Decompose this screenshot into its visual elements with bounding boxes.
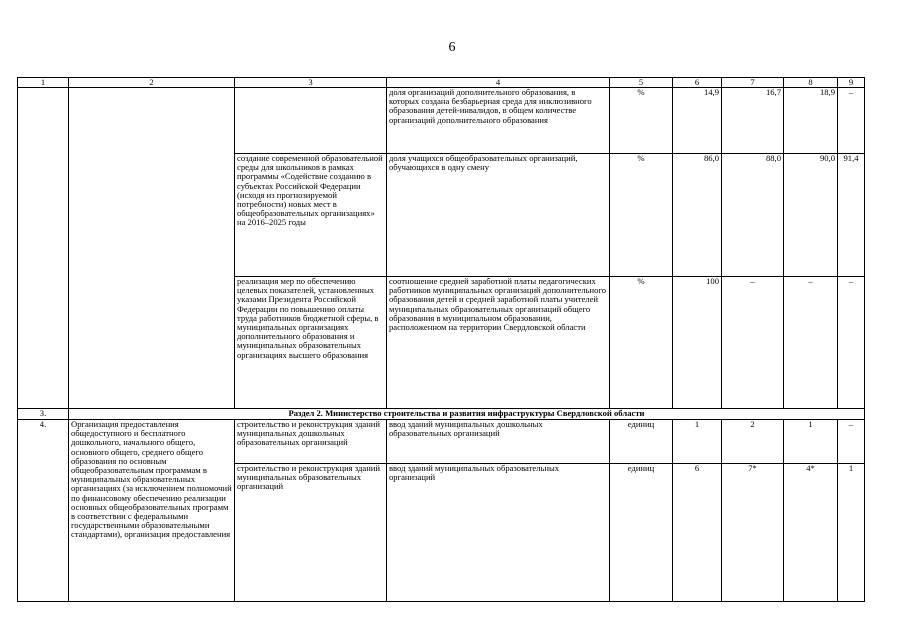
value-cell: 16,7: [722, 88, 784, 154]
unit-cell: %: [610, 277, 673, 409]
unit-cell: единиц: [610, 420, 673, 464]
header-cell: 2: [69, 78, 235, 88]
value-cell: –: [784, 277, 838, 409]
table-row: [18, 88, 865, 154]
unit-cell: %: [610, 88, 673, 154]
indicator-cell: соотношение средней заработной платы педагогических работников муниципальных организаций дополнительного образования детей и средней заработной платы учителей муниципальных образовательных организаций общего образования в муниципальном образовании, расположенном на территории Свердловской области: [387, 277, 610, 409]
task-cell: [69, 88, 235, 409]
section-number: 3.: [18, 409, 69, 420]
value-cell: 14,9: [673, 88, 722, 154]
value-cell: 1: [838, 464, 865, 602]
header-cell: 6: [673, 78, 722, 88]
row-number-cell: [18, 88, 69, 409]
section-row: [18, 409, 865, 420]
unit-cell: единиц: [610, 464, 673, 602]
indicator-cell: ввод зданий муниципальных образовательных организаций: [387, 464, 610, 602]
value-cell: 7*: [722, 464, 784, 602]
header-cell: 7: [722, 78, 784, 88]
task-cell: Организация предоставления общедоступного и бесплатного дошкольного, начального общего, основного общего, среднего общего образования по основным общеобразовательным программам в муниципальных образовательных организациях (за исключением полномочий по финансовому обеспечению реализации основных общеобразовательных программ в соответствии с федеральными государственными образовательными стандартами), организация предоставления: [69, 420, 235, 602]
value-cell: 6: [673, 464, 722, 602]
indicator-cell: ввод зданий муниципальных дошкольных образовательных организаций: [387, 420, 610, 464]
value-cell: –: [838, 277, 865, 409]
measure-cell: создание современной образовательной среды для школьников в рамках программы «Содействие созданию в субъектах Российской Федерации (исходя из прогнозируемой потребности) новых мест в общеобразовательных организациях» на 2016–2025 годы: [235, 154, 387, 277]
value-cell: –: [722, 277, 784, 409]
value-cell: 1: [673, 420, 722, 464]
value-cell: 100: [673, 277, 722, 409]
indicators-table: [17, 77, 865, 602]
measure-cell: реализация мер по обеспечению целевых показателей, установленных указами Президента Российской Федерации по повышению оплаты труда работников бюджетной сферы, в муниципальных организациях дополнительного образования и муниципальных образовательных организациях высшего образования: [235, 277, 387, 409]
table-row: [18, 420, 865, 464]
header-cell: 3: [235, 78, 387, 88]
table-header-row: [18, 78, 865, 88]
measure-cell: строительство и реконструкция зданий муниципальных дошкольных образовательных организаций: [235, 420, 387, 464]
header-cell: 1: [18, 78, 69, 88]
indicator-cell: доля организаций дополнительного образования, в которых создана безбарьерная среда для инклюзивного образования детей-инвалидов, в общем количестве организаций дополнительного образования: [387, 88, 610, 154]
value-cell: 2: [722, 420, 784, 464]
value-cell: –: [838, 420, 865, 464]
value-cell: 1: [784, 420, 838, 464]
value-cell: 90,0: [784, 154, 838, 277]
header-cell: 4: [387, 78, 610, 88]
header-cell: 8: [784, 78, 838, 88]
page-number: 6: [448, 40, 456, 55]
measure-cell: [235, 88, 387, 154]
row-number-cell: 4.: [18, 420, 69, 602]
value-cell: 86,0: [673, 154, 722, 277]
unit-cell: %: [610, 154, 673, 277]
section-title: Раздел 2. Министерство строительства и развития инфраструктуры Свердловской области: [69, 409, 865, 420]
value-cell: 91,4: [838, 154, 865, 277]
header-cell: 9: [838, 78, 865, 88]
value-cell: 18,9: [784, 88, 838, 154]
value-cell: 4*: [784, 464, 838, 602]
value-cell: –: [838, 88, 865, 154]
value-cell: 88,0: [722, 154, 784, 277]
header-cell: 5: [610, 78, 673, 88]
measure-cell: строительство и реконструкция зданий муниципальных образовательных организаций: [235, 464, 387, 602]
indicator-cell: доля учащихся общеобразовательных организаций, обучающихся в одну смену: [387, 154, 610, 277]
